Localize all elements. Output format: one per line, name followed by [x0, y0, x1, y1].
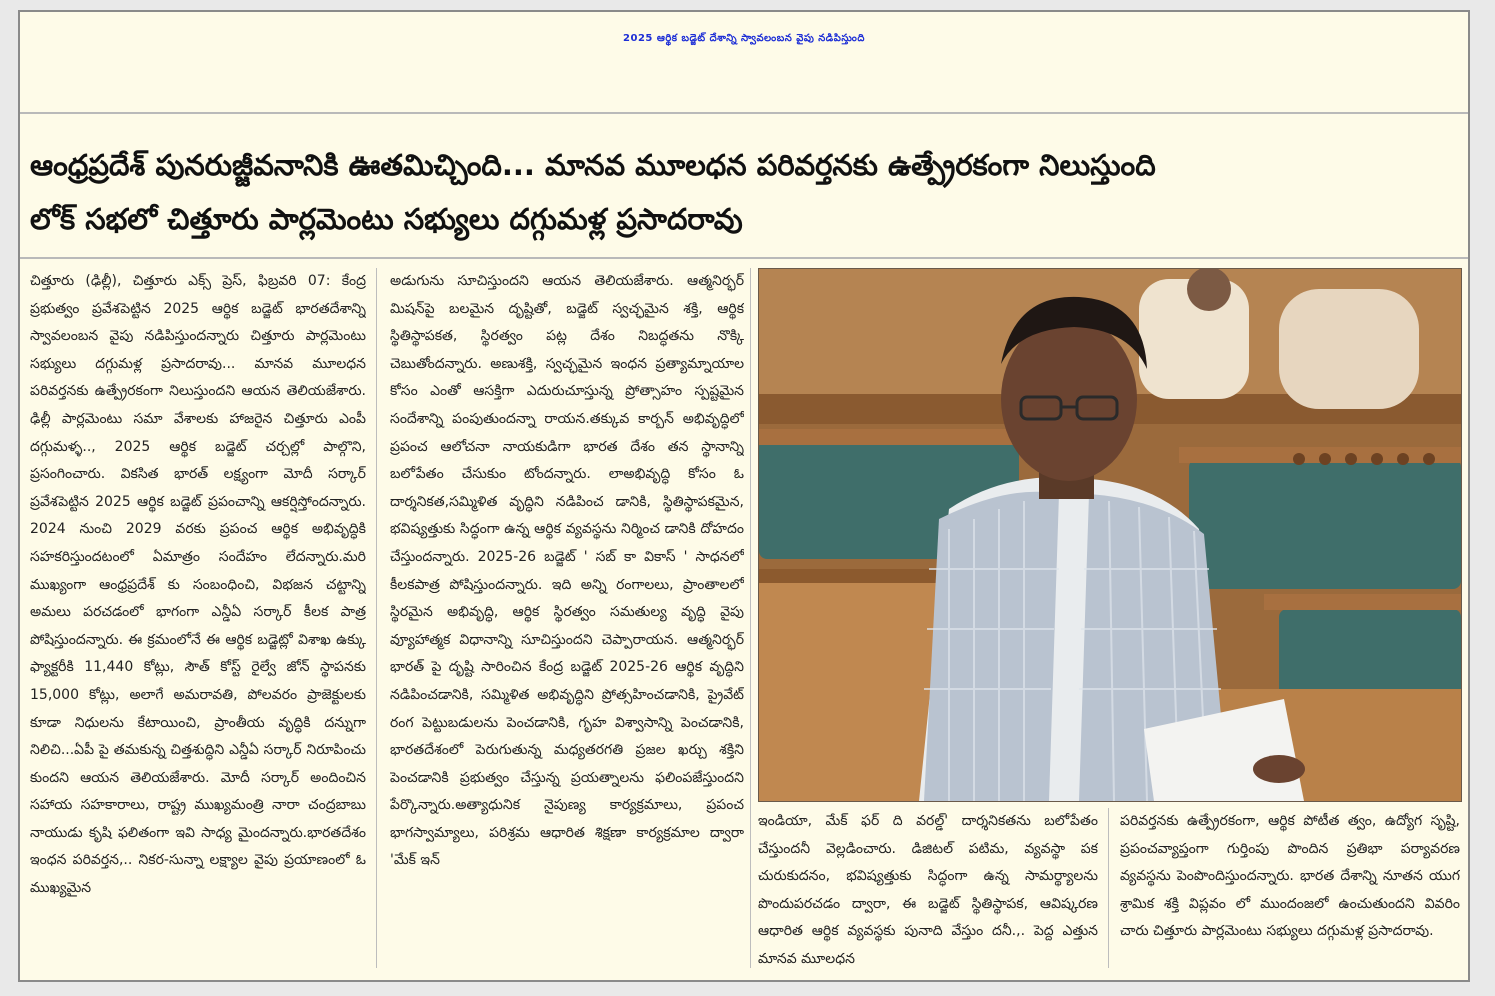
article-text-column-3: ఇండియా, మేక్ ఫర్ ది వరల్డ్' దార్శనికతను బలోపేతం చేస్తుందనీ వెల్లడించారు. డిజిటల్ పటిమ, వ్యవస్థా పక చురుకుదనం, భవిష్యత్తుకు సిద్ధంగా ఉన్న సామర్థ్యాలను పొందుపరచడం ద్వారా, ఈ బడ్జెట్ స్థితిస్థాపక, ఆవిష్కరణ ఆధారిత ఆర్థిక వ్యవస్థకు పునాది వేస్తుం దనీ.,. పెద్ద ఎత్తున మానవ మూలధన [758, 813, 1098, 967]
news-clipping [18, 10, 1470, 982]
headline: 2025 ఆర్థిక బడ్జెట్ దేశాన్ని స్వావలంబన వైపు నడిపిస్తుంది [623, 33, 865, 44]
mp-speaking-photo [758, 268, 1462, 802]
article-text-column-1: చిత్తూరు (ఢిల్లీ), చిత్తూరు ఎక్స్ ప్రెస్, ఫిబ్రవరి 07: కేంద్ర ప్రభుత్వం ప్రవేశపెట్టిన 2025 ఆర్థిక బడ్జెట్ భారతదేశాన్ని స్వావలంబన వైపు నడిపిస్తుందన్నారు చిత్తూరు పార్లమెంటు సభ్యులు దగ్గుమళ్ల ప్రసాదరావు... మానవ మూలధన పరివర్తనకు ఉత్ప్రేరకంగా నిలుస్తుందని ఆయన తెలియజేశారు. ఢిల్లీ పార్లమెంటు సమా వేశాలకు హాజరైన చిత్తూరు ఎంపీ దగ్గుమళ్ళ.., 2025 ఆర్థిక బడ్జెట్ చర్చల్లో పాల్గొని, ప్రసంగించారు. వికసిత భారత్ లక్ష్యంగా మోదీ సర్కార్ ప్రవేశపెట్టిన 2025 ఆర్థిక బడ్జెట్ ప్రపంచాన్ని ఆకర్షిస్తోందన్నారు. 2024 నుంచి 2029 వరకు ప్రపంచ ఆర్థిక అభివృద్ధికి సహకరిస్తుందటంలో ఏమాత్రం సందేహం లేదన్నారు.మరి ముఖ్యంగా ఆంధ్రప్రదేశ్ కు సంబంధించి, విభజన చట్టాన్ని అమలు పరచడంలో భాగంగా ఎన్డీఏ సర్కార్ కీలక పాత్ర పోషిస్తుందన్నారు. ఈ క్రమంలోనే ఈ ఆర్థిక బడ్జెట్లో విశాఖ ఉక్కు ఫ్యాక్టరీకి 11,440 కోట్లు, సౌత్ కోస్ట్ రైల్వే జోన్ స్థాపనకు 15,000 కోట్లు, అలాగే అమరావతి, పోలవరం ప్రాజెక్టులకు కూడా నిధులను కేటాయించి, ప్రాంతీయ వృద్ధికి దన్నుగా నిలిచి...ఏపీ పై తమకున్న చిత్తశుద్ధిని ఎన్డీఏ సర్కార్ నిరూపించు కుందని ఆయన తెలియజేశారు. మోదీ సర్కార్ అందించిన సహాయ సహకారాలు, రాష్ట్ర ముఖ్యమంత్రి నారా చంద్రబాబు నాయుడు కృషి ఫలితంగా ఇవి సాధ్య మైందన్నారు.భారతదేశం ఇంధన పరివర్తన,.. నికర-సున్నా లక్ష్యాల వైపు ప్రయాణంలో ఓ ముఖ్యమైన [30, 273, 366, 897]
subheadline-2: లోక్ సభలో చిత్తూరు పార్లమెంటు సభ్యులు దగ్గుమళ్ల ప్రసాదరావు [30, 202, 743, 236]
column-divider [1108, 808, 1109, 968]
article-column-4 [1120, 808, 1460, 976]
column-divider [376, 268, 377, 968]
column-divider [750, 268, 751, 968]
article-text-column-4: పరివర్తనకు ఉత్ప్రేరకంగా, ఆర్థిక పోటీత త్వం, ఉద్యోగ సృష్టి, ప్రపంచవ్యాప్తంగా గుర్తింపు పొందిన ప్రతిభా పర్యావరణ వ్యవస్థను పెంపొందిస్తుందన్నారు. భారత దేశాన్ని నూతన యుగ శ్రామిక శక్తి విప్లవం లో ముందంజలో ఉంచుతుందని వివరిం చారు చిత్తూరు పార్లమెంటు సభ్యులు దగ్గుమళ్ల ప్రసాదరావు. [1120, 813, 1460, 940]
headline-divider [20, 112, 1468, 114]
subheadline-divider [20, 257, 1468, 259]
article-text-column-2: అడుగును సూచిస్తుందని ఆయన తెలియజేశారు. ఆత్మనిర్భర్ మిషన్‌పై బలమైన దృష్టితో, బడ్జెట్ స్వచ్ఛమైన శక్తి, ఆర్థిక స్థితిస్థాపకత, స్థిరత్వం పట్ల దేశం నిబద్ధతను నొక్కి చెబుతోందన్నారు. అణుశక్తి, స్వచ్ఛమైన ఇంధన ప్రత్యామ్నాయాల కోసం ఎంతో ఆసక్తిగా ఎదురుచూస్తున్న ప్రోత్సాహం స్పష్టమైన సందేశాన్ని పంపుతుందన్నా రాయన.తక్కువ కార్బన్ అభివృద్ధిలో ప్రపంచ ఆలోచనా నాయకుడిగా భారత దేశం తన స్థానాన్ని బలోపేతం చేసుకుం టోందన్నారు. లాఅభివృద్ధి కోసం ఓ దార్శనికత,సమ్మిళిత వృద్ధిని నడిపించ డానికి, స్థితిస్థాపకమైన, భవిష్యత్తుకు సిద్ధంగా ఉన్న ఆర్థిక వ్యవస్థను నిర్మించ డానికి దోహదం చేస్తుందన్నారు. 2025-26 బడ్జెట్ ' సబ్ కా వికాస్ ' సాధనలో కీలకపాత్ర పోషిస్తుందన్నారు. ఇది అన్ని రంగాలలు, ప్రాంతాలలో స్థిరమైన అభివృద్ధి, ఆర్థిక స్థిరత్వం సమతుల్య వృద్ధి వైపు వ్యూహాత్మక విధానాన్ని సూచిస్తుందని చెప్పారాయన. ఆత్మనిర్భర్ భారత్ పై దృష్టి సారించిన కేంద్ర బడ్జెట్ 2025-26 ఆర్థిక వృద్ధిని నడిపించడానికి, సమ్మిళిత అభివృద్ధిని ప్రోత్సహించడానికి, ప్రైవేట్ రంగ పెట్టుబడులను పెంచడానికి, గృహ విశ్వాసాన్ని పెంచడానికి, భారతదేశంలో పెరుగుతున్న మధ్యతరగతి ప్రజల ఖర్చు శక్తిని పెంచడానికి ప్రభుత్వం చేస్తున్న ప్రయత్నాలను ఫలింపజేస్తుందని పేర్కొన్నారు.అత్యాధునిక నైపుణ్య కార్యక్రమాలు, ప్రపంచ భాగస్వామ్యాలు, పరిశ్రమ ఆధారిత శిక్షణా కార్యక్రమాల ద్వారా 'మేక్ ఇన్ [390, 273, 744, 869]
photo-illustration [759, 269, 1461, 801]
article-column-2 [390, 268, 744, 976]
article-column-3 [758, 808, 1098, 976]
article-column-1 [30, 268, 366, 976]
subheadline-1: ఆంధ్రప్రదేశ్ పునరుజ్జీవనానికి ఊతమిచ్చింది... మానవ మూలధన పరివర్తనకు ఉత్ప్రేరకంగా నిలుస్తుంది [30, 148, 1156, 182]
